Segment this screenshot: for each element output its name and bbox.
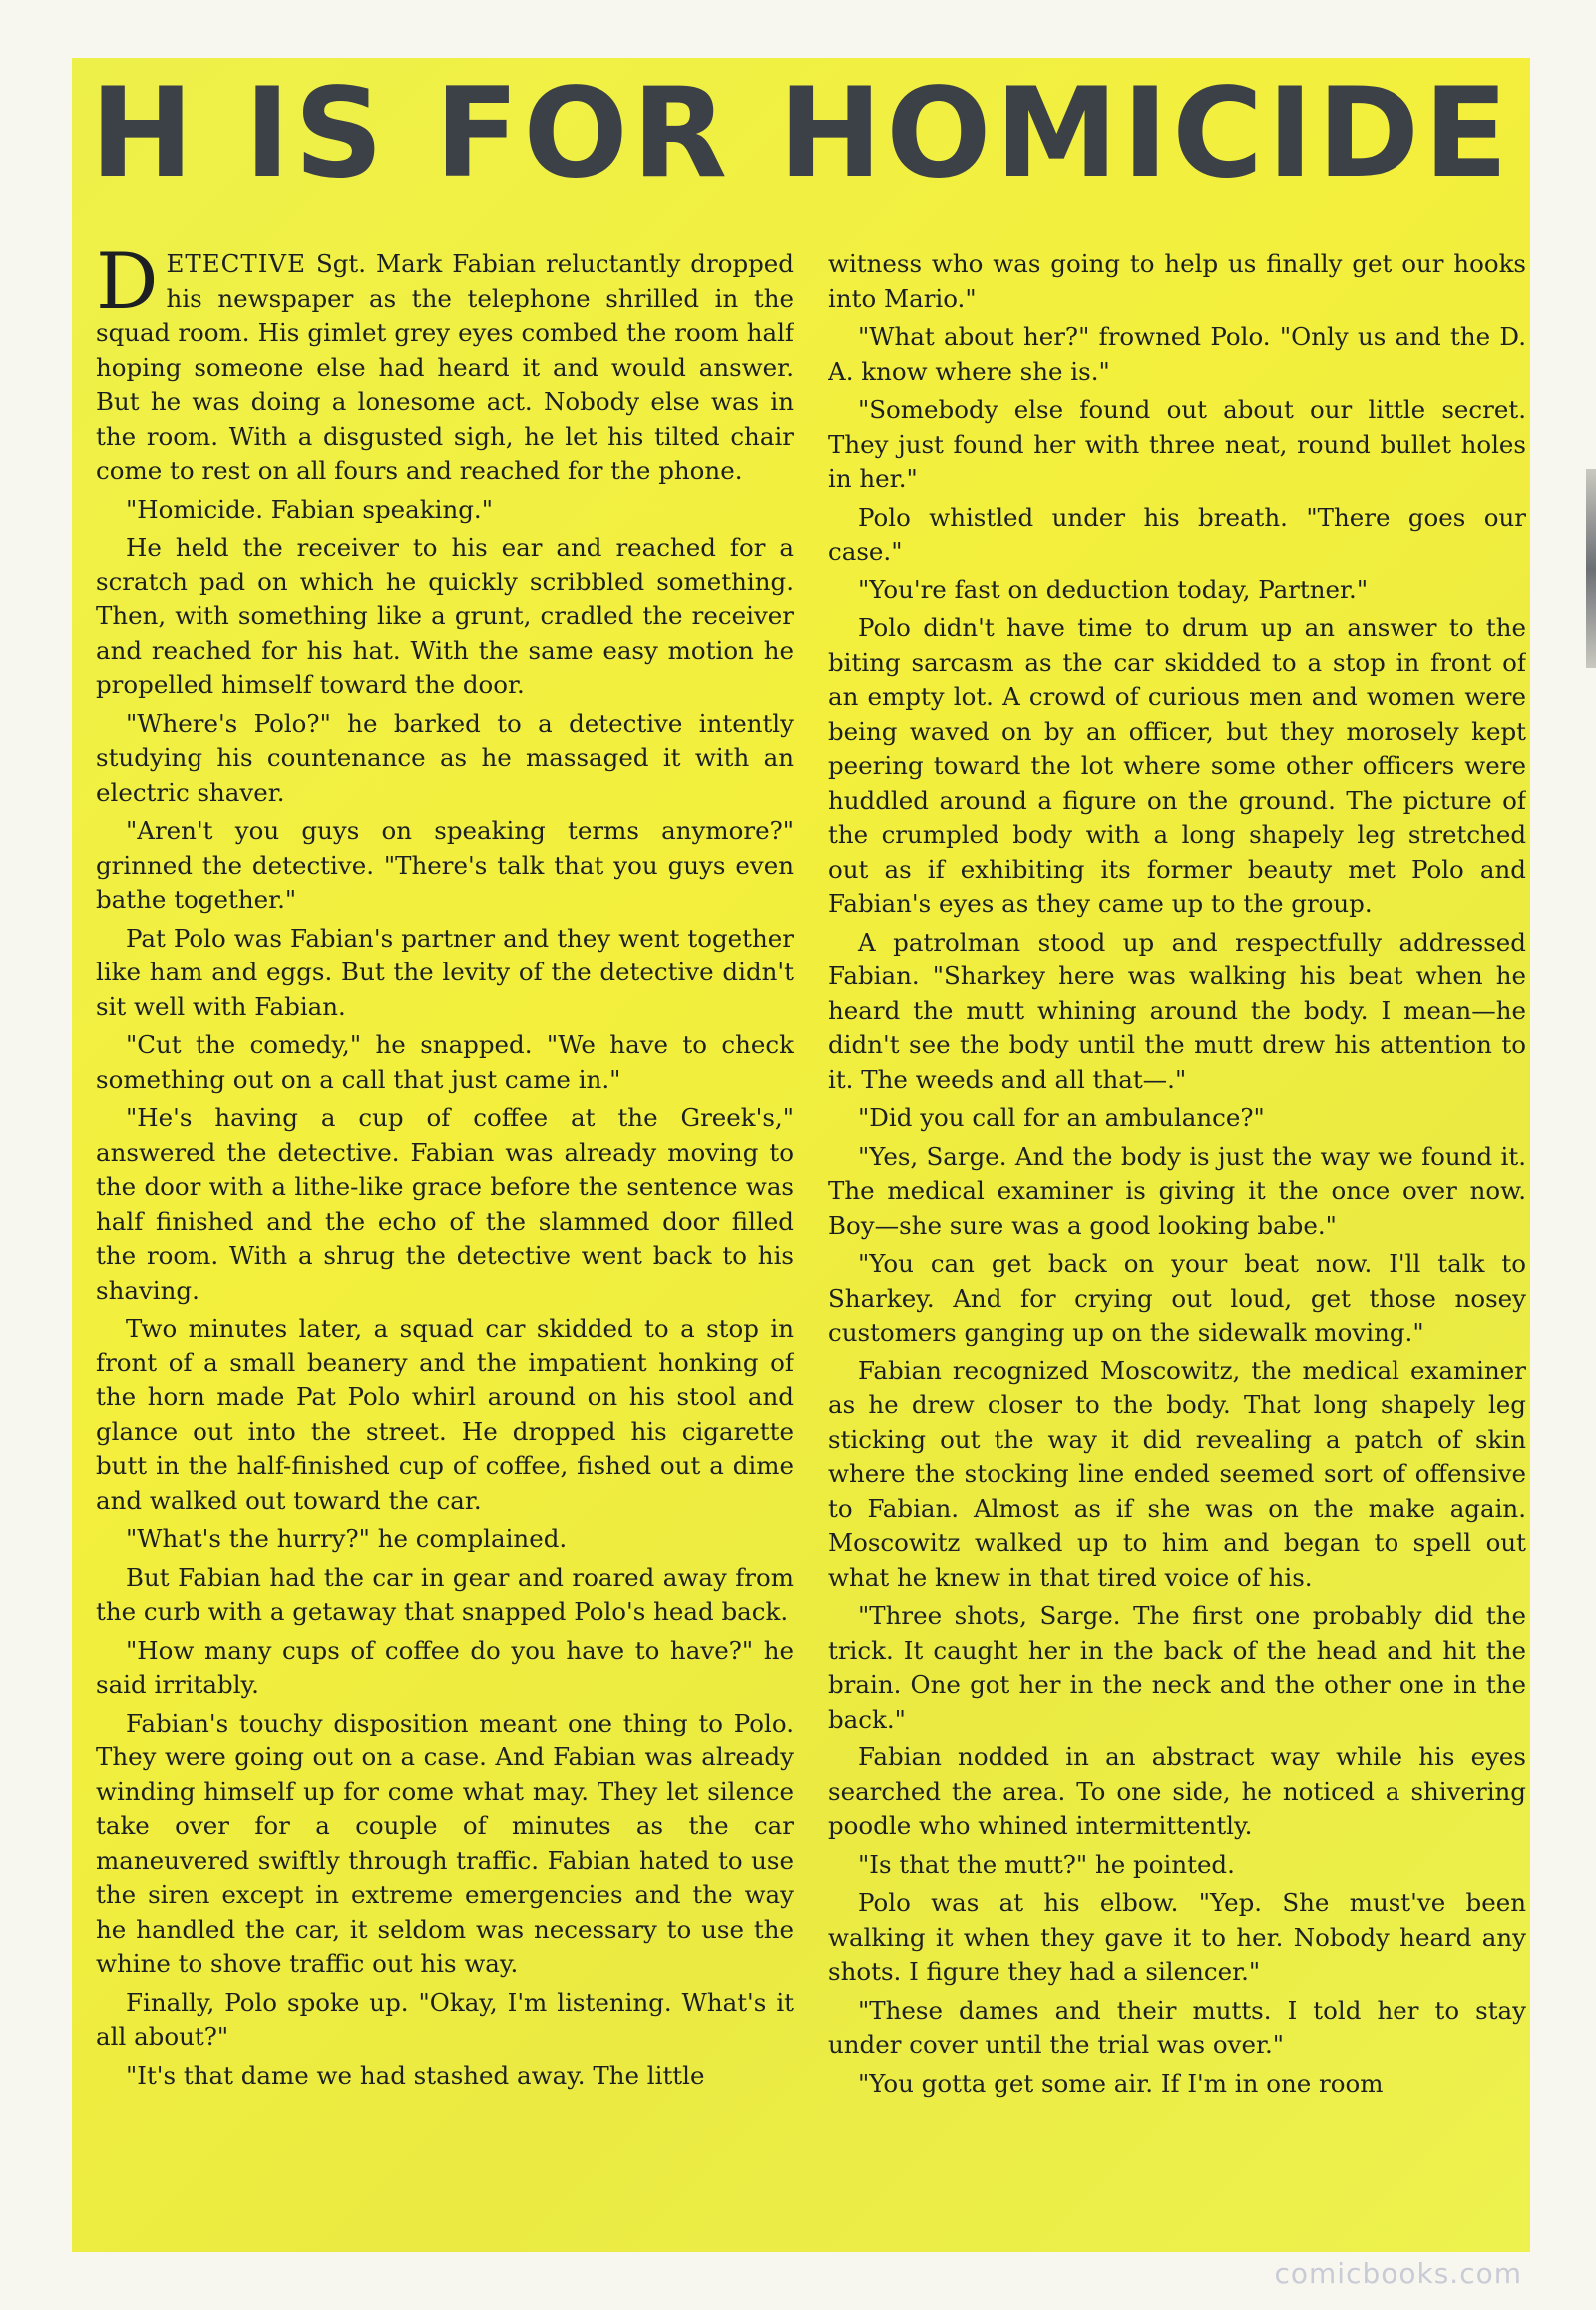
paragraph: "Three shots, Sarge. The first one probably did the trick. It caught her in the back of the head and hit the brain. One got her in the neck and the other one in the back." xyxy=(828,1601,1526,1733)
paragraph-text: Sgt. Mark Fabian reluctantly dropped his newspaper as the telephone shrilled in the squad room. His gimlet grey eyes combed the room half hoping someone else had heard it and would answer. But he was doing a lonesome act. Nobody else was in the room. With a disgusted sigh, he let his tilted chair come to rest on all fours and reached for the phone. xyxy=(96,249,794,485)
paragraph: Fabian recognized Moscowitz, the medical examiner as he drew closer to the body. That long shapely leg sticking out the way it did revealing a patch of skin where the stocking line ended seemed sort of offensive to Fabian. Almost as if she was on the make again. Moscowitz walked up to him and began to spell out what he knew in that tired voice of his. xyxy=(828,1355,1526,1592)
paragraph: Two minutes later, a squad car skidded to a stop in front of a small beanery and the impatient honking of the horn made Pat Polo whirl around on his stool and glance out into the street. He dropped his cigarette butt in the half-finished cup of coffee, fished out a dime and walked out toward the car. xyxy=(96,1314,794,1515)
paragraph: "Did you call for an ambulance?" xyxy=(858,1103,1265,1132)
text-column-left xyxy=(96,247,794,2232)
paragraph: Fabian nodded in an abstract way while his eyes searched the area. To one side, he noticed a shivering poodle who whined intermittently. xyxy=(828,1742,1526,1840)
paragraph: But Fabian had the car in gear and roared away from the curb with a getaway that snapped Polo's head back. xyxy=(96,1562,794,1626)
paragraph: "What about her?" frowned Polo. "Only us and the D. A. know where she is." xyxy=(828,322,1526,386)
paragraph: "What's the hurry?" he complained. xyxy=(126,1524,568,1553)
paragraph: A patrolman stood up and respectfully addressed Fabian. "Sharkey here was walking his beat when he heard the mutt whining around the body. I mean—he didn't see the body until the mutt drew his attention to it. The weeds and all that—." xyxy=(828,927,1526,1094)
paragraph: "How many cups of coffee do you have to have?" he said irritably. xyxy=(96,1635,794,1699)
paragraph: "These dames and their mutts. I told her to stay under cover until the trial was over." xyxy=(828,1995,1526,2059)
drop-cap: D xyxy=(96,247,159,327)
paragraph: Fabian's touchy disposition meant one thing to Polo. They were going out on a case. And Fabian was already winding himself up for come what may. They let silence take over for a couple of minutes as the car maneuvered swiftly through traffic. Fabian hated to use the siren except in extreme emergencies and the way he handled the car, it seldom was necessary to use the whine to shove traffic out his way. xyxy=(96,1708,794,1978)
paragraph xyxy=(96,247,794,489)
paragraph: "Cut the comedy," he snapped. "We have to check something out on a call that just came in." xyxy=(96,1030,794,1094)
paragraph: Finally, Polo spoke up. "Okay, I'm listening. What's it all about?" xyxy=(96,1987,794,2051)
story-title: H IS FOR HOMICIDE xyxy=(90,62,1512,205)
paragraph: witness who was going to help us finally get our hooks into Mario." xyxy=(828,249,1526,313)
story-page xyxy=(72,58,1530,2252)
paragraph: "It's that dame we had stashed away. The little xyxy=(126,2060,705,2090)
paragraph: "He's having a cup of coffee at the Greek's," answered the detective. Fabian was already moving to the door with a lithe-like grace before the sentence was half finished and the echo of the slammed door filled the room. With a shrug the detective went back to his shaving. xyxy=(96,1103,794,1305)
paragraph: "Yes, Sarge. And the body is just the way we found it. The medical examiner is giving it the once over now. Boy—she sure was a good looking babe." xyxy=(828,1141,1526,1240)
paragraph: Polo was at his elbow. "Yep. She must've been walking it when they gave it to her. Nobody heard any shots. I figure they had a silencer." xyxy=(828,1888,1526,1986)
paragraph: "You're fast on deduction today, Partner." xyxy=(858,575,1369,604)
paragraph: "Somebody else found out about our little secret. They just found her with three neat, round bullet holes in her." xyxy=(828,395,1526,493)
paragraph: "Aren't you guys on speaking terms anymore?" grinned the detective. "There's talk that you guys even bathe together." xyxy=(96,816,794,914)
paragraph: Polo whistled under his breath. "There goes our case." xyxy=(828,502,1526,566)
paragraph: Pat Polo was Fabian's partner and they went together like ham and eggs. But the levity of the detective didn't sit well with Fabian. xyxy=(96,923,794,1021)
paragraph: He held the receiver to his ear and reached for a scratch pad on which he quickly scribbled something. Then, with something like a grunt, cradled the receiver and reached for his hat. With the same easy motion he propelled himself toward the door. xyxy=(96,533,794,699)
paragraph: Polo didn't have time to drum up an answer to the biting sarcasm as the car skidded to a stop in front of an empty lot. A crowd of curious men and women were being waved on by an officer, but they morosely kept peering toward the lot where some other officers were huddled around a figure on the ground. The picture of the crumpled body with a long shapely leg stretched out as if exhibiting its former beauty met Polo and Fabian's eyes as they came up to the group. xyxy=(828,613,1526,918)
paragraph: "Where's Polo?" he barked to a detective intently studying his countenance as he massaged it with an electric shaver. xyxy=(96,708,794,807)
paragraph: "Homicide. Fabian speaking." xyxy=(126,494,493,524)
paragraph: "You gotta get some air. If I'm in one room xyxy=(858,2068,1384,2098)
paragraph: "You can get back on your beat now. I'll talk to Sharkey. And for crying out loud, get those nosey customers ganging up on the sidewalk moving." xyxy=(828,1249,1526,1347)
watermark: comicbooks.com xyxy=(1274,2257,1522,2290)
paragraph: "Is that the mutt?" he pointed. xyxy=(858,1849,1235,1879)
page-edge-mark xyxy=(1586,469,1596,668)
lead-word: ETECTIVE xyxy=(166,249,306,278)
text-column-right xyxy=(828,247,1526,2232)
